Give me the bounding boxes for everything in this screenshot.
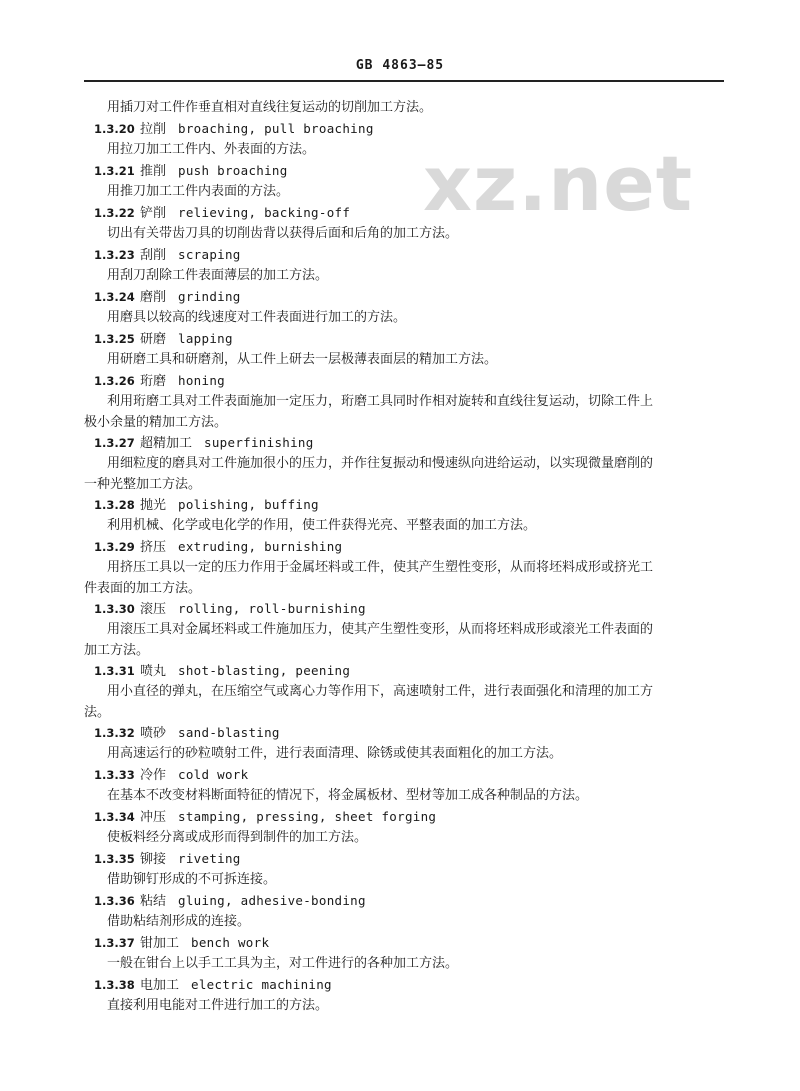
term-chinese: 推削 xyxy=(140,164,167,179)
term-definition: 用研磨工具和研磨剂，从工件上研去一层极薄表面层的精加工方法。 xyxy=(107,352,498,367)
term-heading xyxy=(94,163,288,180)
term-number: 1.3.28 xyxy=(94,498,135,512)
term-chinese: 粘结 xyxy=(140,894,167,909)
term-definition: 切出有关带齿刀具的切削齿背以获得后面和后角的加工方法。 xyxy=(107,226,459,241)
term-definition: 法。 xyxy=(84,705,111,720)
term-number: 1.3.30 xyxy=(94,602,135,616)
term-chinese: 铆接 xyxy=(140,852,167,867)
term-heading xyxy=(94,851,241,868)
term-heading xyxy=(94,977,332,994)
term-english: lapping xyxy=(178,331,233,346)
term-number: 1.3.24 xyxy=(94,290,135,304)
term-definition: 加工方法。 xyxy=(84,643,150,658)
term-heading xyxy=(94,121,374,138)
term-heading xyxy=(94,373,225,390)
term-definition: 用小直径的弹丸，在压缩空气或离心力等作用下，高速喷射工件，进行表面强化和清理的加工方 xyxy=(107,684,654,699)
term-number: 1.3.35 xyxy=(94,852,135,866)
term-english: extruding, burnishing xyxy=(178,539,343,554)
term-chinese: 拉削 xyxy=(140,122,167,137)
term-definition: 用滚压工具对金属坯料或工件施加压力，使其产生塑性变形，从而将坯料成形或滚光工件表面的 xyxy=(107,622,654,637)
term-definition: 直接利用电能对工件进行加工的方法。 xyxy=(107,998,329,1013)
term-definition: 一种光整加工方法。 xyxy=(84,477,202,492)
term-english: polishing, buffing xyxy=(178,497,319,512)
term-english: bench work xyxy=(191,935,270,950)
term-number: 1.3.27 xyxy=(94,436,135,450)
term-heading xyxy=(94,435,314,452)
term-chinese: 钳加工 xyxy=(140,936,180,951)
term-number: 1.3.23 xyxy=(94,248,135,262)
term-chinese: 喷丸 xyxy=(140,664,167,679)
term-chinese: 磨削 xyxy=(140,290,167,305)
term-chinese: 电加工 xyxy=(140,978,180,993)
term-definition: 用拉刀加工工件内、外表面的方法。 xyxy=(107,142,316,157)
term-english: honing xyxy=(178,373,225,388)
term-chinese: 挤压 xyxy=(140,540,167,555)
term-chinese: 铲削 xyxy=(140,206,167,221)
term-english: gluing, adhesive-bonding xyxy=(178,893,366,908)
term-number: 1.3.32 xyxy=(94,726,135,740)
watermark: xz.net xyxy=(423,139,694,228)
term-chinese: 冲压 xyxy=(140,810,167,825)
term-english: push broaching xyxy=(178,163,288,178)
term-chinese: 研磨 xyxy=(140,332,167,347)
term-heading xyxy=(94,205,350,222)
term-number: 1.3.20 xyxy=(94,122,135,136)
term-chinese: 珩磨 xyxy=(140,374,167,389)
term-heading xyxy=(94,725,280,742)
term-definition: 借助粘结剂形成的连接。 xyxy=(107,914,251,929)
term-heading xyxy=(94,767,248,784)
term-definition: 极小余量的精加工方法。 xyxy=(84,415,228,430)
term-english: electric machining xyxy=(191,977,332,992)
term-english: superfinishing xyxy=(204,435,314,450)
term-number: 1.3.38 xyxy=(94,978,135,992)
intro-definition: 用插刀对工件作垂直相对直线往复运动的切削加工方法。 xyxy=(107,100,433,115)
term-number: 1.3.25 xyxy=(94,332,135,346)
term-chinese: 冷作 xyxy=(140,768,167,783)
term-english: relieving, backing-off xyxy=(178,205,351,220)
term-number: 1.3.34 xyxy=(94,810,135,824)
term-definition: 用磨具以较高的线速度对工件表面进行加工的方法。 xyxy=(107,310,407,325)
term-heading xyxy=(94,247,241,264)
term-chinese: 喷砂 xyxy=(140,726,167,741)
standard-code-header: GB 4863—85 xyxy=(355,58,445,73)
term-heading xyxy=(94,331,233,348)
header-rule xyxy=(84,80,724,82)
term-english: grinding xyxy=(178,289,241,304)
term-english: broaching, pull broaching xyxy=(178,121,374,136)
term-number: 1.3.37 xyxy=(94,936,135,950)
term-definition: 一般在钳台上以手工工具为主，对工件进行的各种加工方法。 xyxy=(107,956,459,971)
term-heading xyxy=(94,809,436,826)
term-number: 1.3.31 xyxy=(94,664,135,678)
term-definition: 用高速运行的砂粒喷射工件，进行表面清理、除锈或使其表面粗化的加工方法。 xyxy=(107,746,563,761)
term-definition: 用挤压工具以一定的压力作用于金属坯料或工件，使其产生塑性变形，从而将坯料成形或挤光工 xyxy=(107,560,654,575)
term-english: scraping xyxy=(178,247,241,262)
term-definition: 件表面的加工方法。 xyxy=(84,581,202,596)
term-definition: 利用机械、化学或电化学的作用，使工件获得光亮、平整表面的加工方法。 xyxy=(107,518,537,533)
term-english: sand-blasting xyxy=(178,725,280,740)
term-english: cold work xyxy=(178,767,249,782)
term-definition: 用细粒度的磨具对工件施加很小的压力，并作往复振动和慢速纵向进给运动，以实现微量磨削的 xyxy=(107,456,654,471)
term-english: riveting xyxy=(178,851,241,866)
term-heading xyxy=(94,601,366,618)
term-number: 1.3.26 xyxy=(94,374,135,388)
term-heading xyxy=(94,935,269,952)
term-chinese: 滚压 xyxy=(140,602,167,617)
term-heading xyxy=(94,497,319,514)
term-heading xyxy=(94,663,350,680)
term-number: 1.3.29 xyxy=(94,540,135,554)
term-definition: 用推刀加工工件内表面的方法。 xyxy=(107,184,290,199)
term-definition: 利用珩磨工具对工件表面施加一定压力，珩磨工具同时作相对旋转和直线往复运动，切除工件上 xyxy=(107,394,654,409)
term-heading xyxy=(94,893,366,910)
term-number: 1.3.36 xyxy=(94,894,135,908)
term-number: 1.3.21 xyxy=(94,164,135,178)
term-english: rolling, roll-burnishing xyxy=(178,601,366,616)
term-definition: 用刮刀刮除工件表面薄层的加工方法。 xyxy=(107,268,329,283)
term-heading xyxy=(94,539,342,556)
term-chinese: 刮削 xyxy=(140,248,167,263)
term-definition: 使板料经分离或成形而得到制件的加工方法。 xyxy=(107,830,368,845)
term-heading xyxy=(94,289,241,306)
term-number: 1.3.22 xyxy=(94,206,135,220)
term-english: stamping, pressing, sheet forging xyxy=(178,809,437,824)
term-number: 1.3.33 xyxy=(94,768,135,782)
term-definition: 在基本不改变材料断面特征的情况下，将金属板材、型材等加工成各种制品的方法。 xyxy=(107,788,589,803)
term-definition: 借助铆钉形成的不可拆连接。 xyxy=(107,872,277,887)
term-chinese: 超精加工 xyxy=(140,436,193,451)
term-english: shot-blasting, peening xyxy=(178,663,351,678)
term-chinese: 抛光 xyxy=(140,498,167,513)
